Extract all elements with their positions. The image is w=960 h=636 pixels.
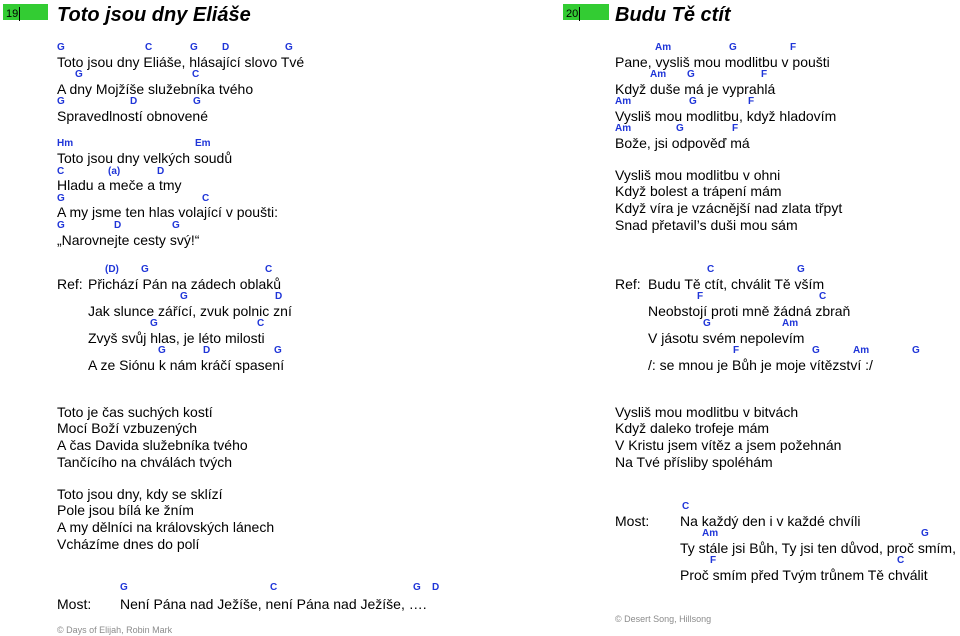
- section-label: Most:: [615, 513, 650, 529]
- lyric-line: A my jsme ten hlas volající v poušti:: [57, 204, 278, 220]
- lyric-line: A dny Mojžíše služebníka tvého: [57, 81, 254, 97]
- lyric-line: Mocí Boží vzbuzených: [57, 420, 198, 436]
- chord: C: [202, 193, 210, 204]
- chord: G: [75, 69, 83, 80]
- lyric-line: A my dělníci na královských lánech: [57, 519, 275, 535]
- chord: F: [790, 42, 797, 53]
- chord: F: [710, 555, 717, 566]
- chord: G: [676, 123, 684, 134]
- chord: C: [897, 555, 905, 566]
- chord: G: [57, 193, 65, 204]
- chord: C: [57, 166, 65, 177]
- lyric-line: Na Tvé přísliby spoléhám: [615, 454, 773, 470]
- lyric-line: Neobstojí proti mně žádná zbraň: [648, 303, 851, 319]
- chord: C: [707, 264, 715, 275]
- lyric-line: Vysliš mou modlitbu v ohni: [615, 167, 781, 183]
- lyric-line: V jásotu svém nepolevím: [648, 330, 805, 346]
- lyric-line: Vysliš mou modlitbu v bitvách: [615, 404, 799, 420]
- chord: Am: [615, 123, 632, 134]
- chord: (a): [108, 166, 121, 177]
- lyric-line: Ty stále jsi Bůh, Ty jsi ten důvod, proč smím,: [680, 540, 956, 556]
- chord: C: [145, 42, 153, 53]
- chord: G: [687, 69, 695, 80]
- chord: Am: [655, 42, 672, 53]
- lyric-line: Přichází Pán na zádech oblaků: [88, 276, 282, 292]
- chord: Hm: [57, 138, 74, 149]
- chord: F: [733, 345, 740, 356]
- chord: G: [812, 345, 820, 356]
- chord: G: [729, 42, 737, 53]
- lyric-line: Bože, jsi odpověď má: [615, 135, 750, 151]
- section-label: Most:: [57, 596, 92, 612]
- chord: G: [921, 528, 929, 539]
- chord: G: [141, 264, 149, 275]
- copyright-note: © Days of Elijah, Robin Mark: [57, 625, 173, 635]
- chord: Em: [195, 138, 211, 149]
- lyric-line: Pole jsou bílá ke žním: [57, 502, 194, 518]
- chord: D: [432, 582, 440, 593]
- lyric-line: Snad přetavil’s duši mou sám: [615, 217, 798, 233]
- chord: C: [192, 69, 200, 80]
- lyric-line: Jak slunce zářící, zvuk polnic zní: [88, 303, 292, 319]
- chord: G: [57, 42, 65, 53]
- chord: Am: [650, 69, 667, 80]
- chord: Am: [782, 318, 799, 329]
- lyric-line: „Narovnejte cesty svý!“: [57, 232, 200, 248]
- lyric-line: /: se mnou je Bůh je moje vítězství :/: [648, 357, 873, 373]
- chord: G: [413, 582, 421, 593]
- lyric-line: V Kristu jsem vítěz a jsem požehnán: [615, 437, 842, 453]
- chord: D: [130, 96, 138, 107]
- chord: C: [270, 582, 278, 593]
- section-label: Ref:: [57, 276, 83, 292]
- chord: F: [761, 69, 768, 80]
- song-number-badge: [563, 4, 609, 20]
- chord: Am: [615, 96, 632, 107]
- lyric-line: Budu Tě ctít, chválit Tě vším: [648, 276, 825, 292]
- chord: C: [682, 501, 690, 512]
- chord: G: [703, 318, 711, 329]
- chord: G: [57, 96, 65, 107]
- chord: D: [157, 166, 165, 177]
- song-title: Budu Tě ctít: [615, 4, 731, 26]
- chord: D: [203, 345, 211, 356]
- chord: G: [689, 96, 697, 107]
- chord: G: [57, 220, 65, 231]
- lyric-line: Není Pána nad Ježíše, není Pána nad Ježíše, ….: [120, 596, 427, 612]
- chord: G: [193, 96, 201, 107]
- chord: Am: [853, 345, 870, 356]
- lyric-line: Toto je čas suchých kostí: [57, 404, 213, 420]
- lyric-line: A čas Davida služebníka tvého: [57, 437, 248, 453]
- chord: F: [732, 123, 739, 134]
- chord: G: [150, 318, 158, 329]
- lyric-line: Toto jsou dny velkých soudů: [57, 150, 233, 166]
- chord: G: [172, 220, 180, 231]
- chord: D: [222, 42, 230, 53]
- chord: (D): [105, 264, 119, 275]
- song-number: 19: [6, 8, 19, 20]
- lyric-line: Proč smím před Tvým trůnem Tě chválit: [680, 567, 928, 583]
- lyric-line: Pane, vysliš mou modlitbu v poušti: [615, 54, 830, 70]
- song-number-badge: [3, 4, 48, 20]
- section-label: Ref:: [615, 276, 641, 292]
- copyright-note: © Desert Song, Hillsong: [615, 614, 712, 624]
- chord: G: [158, 345, 166, 356]
- lyric-line: Zvyš svůj hlas, je léto milosti: [88, 330, 265, 346]
- song-number: 20: [566, 8, 579, 20]
- lyric-line: Když daleko trofeje mám: [615, 420, 770, 436]
- chord: C: [257, 318, 265, 329]
- chord: Am: [702, 528, 719, 539]
- song-title: Toto jsou dny Eliáše: [57, 4, 251, 26]
- lyric-line: Vcházíme dnes do polí: [57, 536, 200, 552]
- chord: G: [180, 291, 188, 302]
- chord: G: [190, 42, 198, 53]
- chord: D: [275, 291, 283, 302]
- lyric-line: Když bolest a trápení mám: [615, 183, 782, 199]
- lyric-line: Toto jsou dny, kdy se sklízí: [57, 486, 223, 502]
- chord: F: [697, 291, 704, 302]
- lyric-line: A ze Siónu k nám kráčí spasení: [88, 357, 285, 373]
- lyric-line: Spravedlností obnovené: [57, 108, 208, 124]
- lyric-line: Tančícího na chválách tvých: [57, 454, 233, 470]
- chord: G: [274, 345, 282, 356]
- lyric-line: Když duše má je vyprahlá: [615, 81, 776, 97]
- chord: G: [797, 264, 805, 275]
- lyric-line: Vysliš mou modlitbu, když hladovím: [615, 108, 837, 124]
- chord: G: [912, 345, 920, 356]
- chord: F: [748, 96, 755, 107]
- lyric-line: Na každý den i v každé chvíli: [680, 513, 861, 529]
- lyric-line: Když víra je vzácnější nad zlata třpyt: [615, 200, 843, 216]
- chord: G: [120, 582, 128, 593]
- chord: C: [819, 291, 827, 302]
- lyric-line: Toto jsou dny Eliáše, hlásající slovo Tvé: [57, 54, 305, 70]
- chord: D: [114, 220, 122, 231]
- lyric-line: Hladu a meče a tmy: [57, 177, 182, 193]
- chord: C: [265, 264, 273, 275]
- chord: G: [285, 42, 293, 53]
